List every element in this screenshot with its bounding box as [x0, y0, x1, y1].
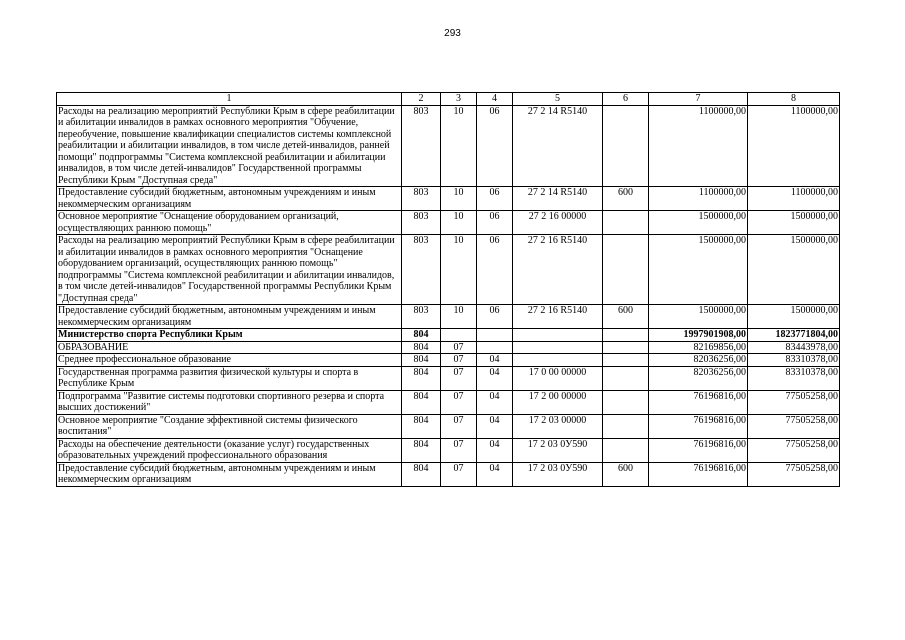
amount-year-2: 1100000,00 [748, 105, 840, 187]
table-row [57, 354, 840, 367]
table-row [57, 105, 840, 187]
table-row [57, 438, 840, 462]
row-name: Расходы на реализацию мероприятий Республики Крым в сфере реабилитации и абилитации инвалидов в рамках основного мероприятия "Обучение, переобучение, повышение квалификации специалистов системы комплексной реабилитации и абилитации инвалидов, в том числе детей-инвалидов, ранней помощи" подпрограммы "Система комплексной реабилитации и абилитации инвалидов, в том числе детей-инвалидов" Государственной программы Республики Крым "Доступная среда" [57, 105, 402, 187]
ministry-code: 803 [402, 187, 441, 211]
target-article-code: 27 2 16 R5140 [513, 235, 603, 305]
page-number: 293 [444, 28, 461, 39]
ministry-code: 804 [402, 354, 441, 367]
amount-year-1: 76196816,00 [649, 390, 748, 414]
row-name: Основное мероприятие "Оснащение оборудованием организаций, осуществляющих раннюю помощь" [57, 211, 402, 235]
amount-year-2: 83443978,00 [748, 341, 840, 354]
row-name: Расходы на реализацию мероприятий Республики Крым в сфере реабилитации и абилитации инвалидов в рамках основного мероприятия "Оснащение оборудованием организаций, осуществляющих раннюю помощь" подпрограммы "Система комплексной реабилитации и абилитации инвалидов, в том числе детей-инвалидов" Государственной программы Республики Крым "Доступная среда" [57, 235, 402, 305]
subsection-code: 06 [477, 235, 513, 305]
amount-year-2: 1100000,00 [748, 187, 840, 211]
section-code [441, 329, 477, 342]
row-name: Основное мероприятие "Создание эффективной системы физического воспитания" [57, 414, 402, 438]
amount-year-1: 82169856,00 [649, 341, 748, 354]
row-name: Подпрограмма "Развитие системы подготовки спортивного резерва и спорта высших достижений" [57, 390, 402, 414]
expense-type-code [603, 414, 649, 438]
subsection-code: 04 [477, 438, 513, 462]
amount-year-2: 77505258,00 [748, 414, 840, 438]
expense-type-code [603, 105, 649, 187]
table-row [57, 390, 840, 414]
amount-year-2: 1500000,00 [748, 235, 840, 305]
table-row [57, 341, 840, 354]
ministry-code: 804 [402, 341, 441, 354]
target-article-code: 27 2 14 R5140 [513, 105, 603, 187]
subsection-code: 04 [477, 462, 513, 486]
ministry-code: 803 [402, 211, 441, 235]
target-article-code: 27 2 16 00000 [513, 211, 603, 235]
amount-year-1: 1100000,00 [649, 187, 748, 211]
row-name: Предоставление субсидий бюджетным, автономным учреждениям и иным некоммерческим организациям [57, 187, 402, 211]
subsection-code: 04 [477, 414, 513, 438]
section-code: 07 [441, 414, 477, 438]
row-name: Государственная программа развития физической культуры и спорта в Республике Крым [57, 366, 402, 390]
table-row [57, 187, 840, 211]
expense-type-code [603, 341, 649, 354]
amount-year-2: 77505258,00 [748, 462, 840, 486]
amount-year-1: 76196816,00 [649, 414, 748, 438]
ministry-code: 804 [402, 390, 441, 414]
amount-year-2: 83310378,00 [748, 366, 840, 390]
amount-year-1: 1500000,00 [649, 305, 748, 329]
subsection-code: 06 [477, 105, 513, 187]
amount-year-1: 1100000,00 [649, 105, 748, 187]
column-header: 4 [477, 93, 513, 106]
budget-table [56, 92, 840, 487]
ministry-code: 803 [402, 305, 441, 329]
expense-type-code [603, 390, 649, 414]
expense-type-code: 600 [603, 305, 649, 329]
section-code: 07 [441, 354, 477, 367]
amount-year-1: 76196816,00 [649, 462, 748, 486]
amount-year-1: 1500000,00 [649, 235, 748, 305]
expense-type-code [603, 235, 649, 305]
row-name: Министерство спорта Республики Крым [57, 329, 402, 342]
subsection-code: 06 [477, 187, 513, 211]
table-row [57, 366, 840, 390]
section-code: 07 [441, 390, 477, 414]
section-code: 10 [441, 305, 477, 329]
row-name: ОБРАЗОВАНИЕ [57, 341, 402, 354]
amount-year-1: 76196816,00 [649, 438, 748, 462]
subsection-code [477, 329, 513, 342]
amount-year-2: 1823771804,00 [748, 329, 840, 342]
section-code: 07 [441, 462, 477, 486]
column-header: 5 [513, 93, 603, 106]
expense-type-code [603, 354, 649, 367]
column-header: 6 [603, 93, 649, 106]
ministry-code: 803 [402, 105, 441, 187]
amount-year-2: 1500000,00 [748, 305, 840, 329]
amount-year-2: 83310378,00 [748, 354, 840, 367]
target-article-code: 17 2 03 0У590 [513, 438, 603, 462]
column-header: 2 [402, 93, 441, 106]
row-name: Предоставление субсидий бюджетным, автономным учреждениям и иным некоммерческим организациям [57, 305, 402, 329]
table-header-row [57, 93, 840, 106]
ministry-code: 804 [402, 462, 441, 486]
section-code: 10 [441, 235, 477, 305]
section-code: 10 [441, 187, 477, 211]
section-code: 10 [441, 105, 477, 187]
amount-year-2: 77505258,00 [748, 438, 840, 462]
table-row [57, 211, 840, 235]
amount-year-2: 1500000,00 [748, 211, 840, 235]
ministry-code: 804 [402, 438, 441, 462]
target-article-code: 27 2 14 R5140 [513, 187, 603, 211]
target-article-code [513, 329, 603, 342]
column-header: 7 [649, 93, 748, 106]
ministry-code: 804 [402, 329, 441, 342]
amount-year-1: 1997901908,00 [649, 329, 748, 342]
subsection-code: 04 [477, 366, 513, 390]
subsection-code: 06 [477, 305, 513, 329]
target-article-code [513, 354, 603, 367]
row-name: Среднее профессиональное образование [57, 354, 402, 367]
expense-type-code: 600 [603, 187, 649, 211]
ministry-code: 804 [402, 414, 441, 438]
expense-type-code [603, 329, 649, 342]
column-header: 8 [748, 93, 840, 106]
expense-type-code [603, 438, 649, 462]
row-name: Предоставление субсидий бюджетным, автономным учреждениям и иным некоммерческим организациям [57, 462, 402, 486]
target-article-code: 17 2 03 00000 [513, 414, 603, 438]
column-header: 3 [441, 93, 477, 106]
expense-type-code: 600 [603, 462, 649, 486]
section-code: 07 [441, 366, 477, 390]
ministry-code: 803 [402, 235, 441, 305]
amount-year-1: 82036256,00 [649, 354, 748, 367]
table-row [57, 414, 840, 438]
amount-year-1: 1500000,00 [649, 211, 748, 235]
table-row-ministry [57, 329, 840, 342]
section-code: 07 [441, 438, 477, 462]
row-name: Расходы на обеспечение деятельности (оказание услуг) государственных образовательных учреждений профессионального образования [57, 438, 402, 462]
expense-type-code [603, 366, 649, 390]
section-code: 07 [441, 341, 477, 354]
subsection-code: 04 [477, 354, 513, 367]
subsection-code: 04 [477, 390, 513, 414]
target-article-code: 27 2 16 R5140 [513, 305, 603, 329]
target-article-code: 17 2 03 0У590 [513, 462, 603, 486]
table-row [57, 235, 840, 305]
subsection-code [477, 341, 513, 354]
column-header: 1 [57, 93, 402, 106]
target-article-code [513, 341, 603, 354]
table-row [57, 462, 840, 486]
subsection-code: 06 [477, 211, 513, 235]
expense-type-code [603, 211, 649, 235]
amount-year-2: 77505258,00 [748, 390, 840, 414]
target-article-code: 17 2 00 00000 [513, 390, 603, 414]
amount-year-1: 82036256,00 [649, 366, 748, 390]
ministry-code: 804 [402, 366, 441, 390]
section-code: 10 [441, 211, 477, 235]
target-article-code: 17 0 00 00000 [513, 366, 603, 390]
table-row [57, 305, 840, 329]
